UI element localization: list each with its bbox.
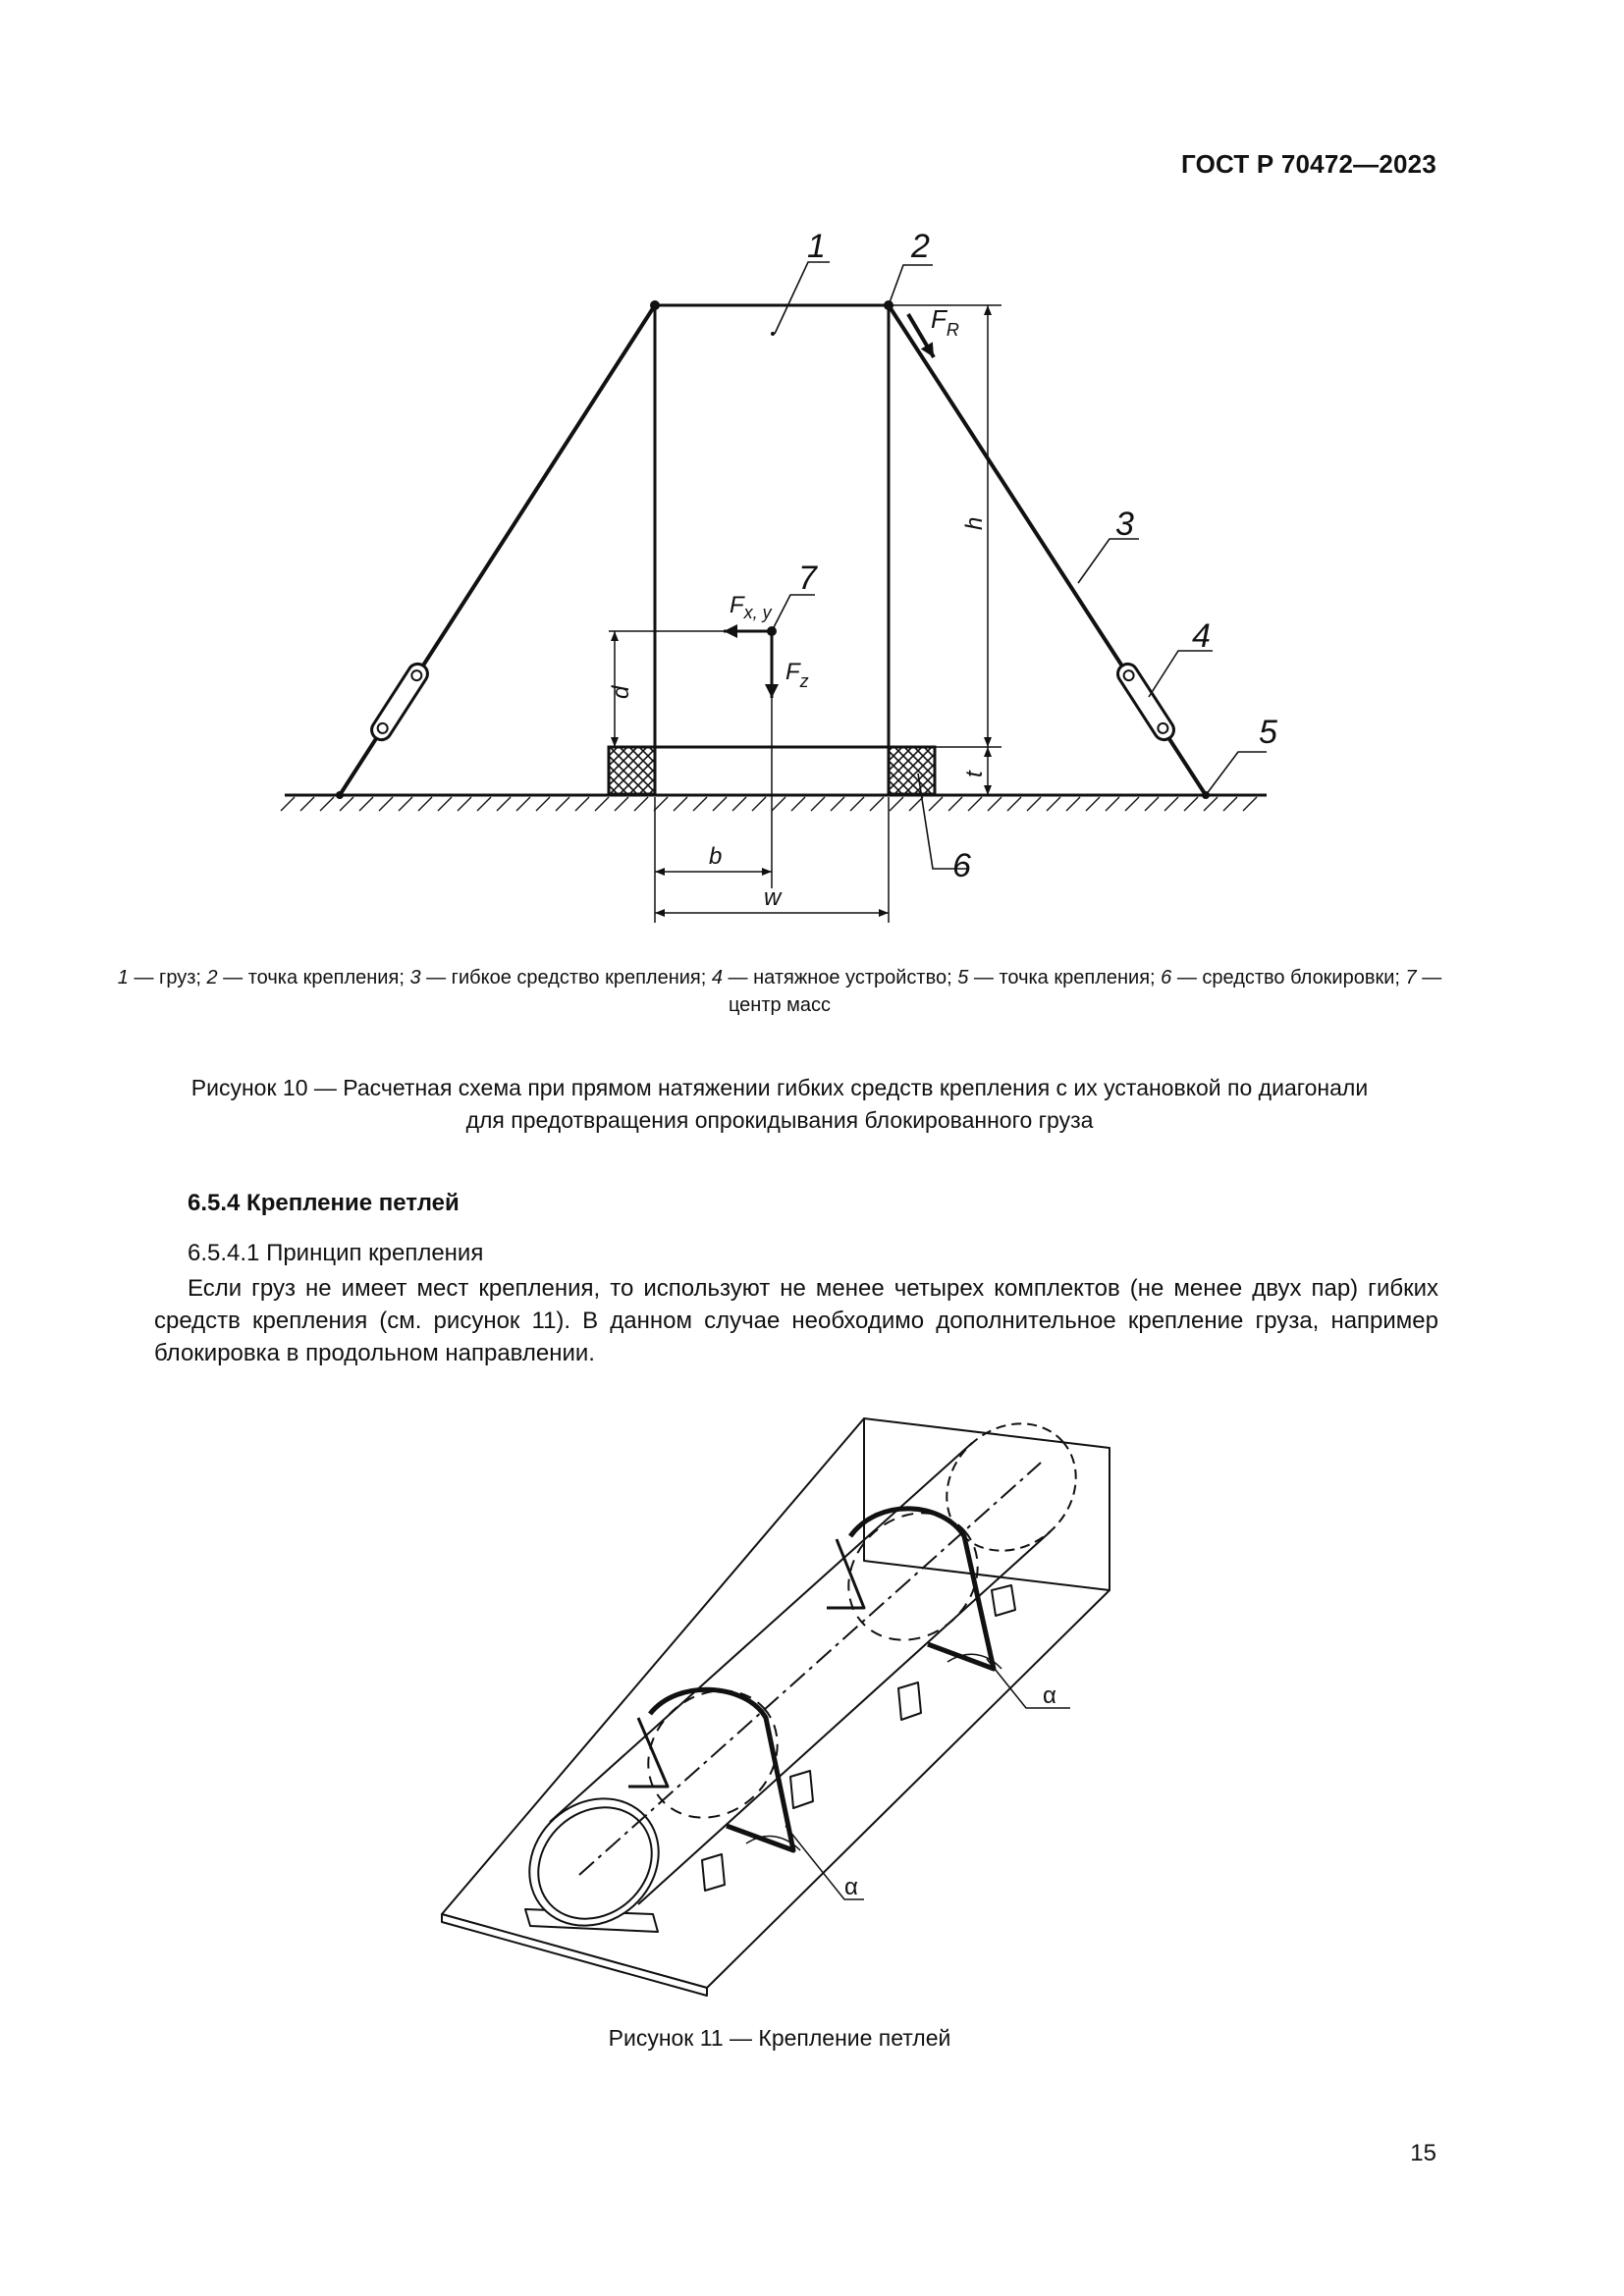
label-fxy: $F_{x, y}$: [730, 592, 772, 622]
block-left: [609, 747, 655, 794]
legend-number: 7: [1405, 967, 1417, 988]
label-4: 4: [1192, 617, 1211, 655]
block-right: [889, 747, 935, 794]
label-t: t: [961, 771, 988, 777]
label-b: b: [709, 843, 723, 870]
legend-text: — натяжное устройство;: [723, 967, 958, 988]
legend-text: — средство блокировки;: [1171, 967, 1406, 988]
subsection-title: 6.5.4.1 Принцип крепления: [188, 1240, 484, 1266]
figure-10-legend: [116, 964, 1443, 1019]
label-6: 6: [952, 847, 971, 884]
legend-number: 5: [957, 967, 969, 988]
dimension-lines: [615, 305, 1001, 923]
legend-text: — груз;: [128, 967, 207, 988]
alpha-label-bottom: α: [844, 1874, 858, 1900]
label-7: 7: [798, 560, 817, 597]
ground-hatching: [281, 797, 1257, 811]
legend-text: — точка крепления;: [217, 967, 410, 988]
label-5: 5: [1259, 714, 1277, 751]
label-3: 3: [1115, 506, 1134, 543]
figure-11-caption: Рисунок 11 — Крепление петлей: [608, 2025, 951, 2051]
legend-number: 6: [1161, 967, 1172, 988]
tensioner-left: [368, 661, 431, 744]
label-1: 1: [807, 228, 826, 265]
tensioner-right: [1114, 661, 1178, 744]
figure-10-diagram: [0, 0, 1624, 942]
anchor-left-ground: [336, 791, 344, 799]
section-title: 6.5.4 Крепление петлей: [188, 1190, 460, 1216]
label-d: d: [608, 685, 634, 699]
label-fz: $F_z$: [785, 659, 809, 691]
back-wall: [864, 1418, 1110, 1590]
page-number: 15: [1410, 2140, 1436, 2166]
document-header: ГОСТ Р 70472—2023: [1181, 149, 1436, 179]
label-w: w: [764, 884, 782, 911]
legend-text: — точка крепления;: [968, 967, 1162, 988]
alpha-label-top: α: [1043, 1682, 1056, 1709]
anchor-left-top: [650, 300, 660, 310]
legend-number: 2: [206, 967, 218, 988]
figure-11-drawing: [0, 1394, 1624, 2101]
legend-number: 4: [711, 967, 723, 988]
label-h: h: [961, 516, 988, 530]
body-paragraph: Если груз не имеет мест крепления, то используют не менее четырех комплектов (не менее двух пар) гибких средств крепления (см. рисунок 11). В данном случае необходимо дополнительное крепление груза, например блокировка в продольном направлении.: [154, 1275, 1438, 1366]
legend-text: — гибкое средство крепления;: [420, 967, 712, 988]
figure-10-caption-line-2: для предотвращения опрокидывания блокированного груза: [465, 1107, 1094, 1133]
label-fr: $F_R$: [931, 304, 959, 340]
legend-number: 1: [117, 967, 129, 988]
figure-10-caption-line-1: Рисунок 10 — Расчетная схема при прямом натяжении гибких средств крепления с их установкой по диагонали: [190, 1075, 1369, 1100]
legend-text: — центр масс: [728, 967, 1442, 1016]
label-2: 2: [911, 228, 930, 265]
legend-number: 3: [409, 967, 421, 988]
